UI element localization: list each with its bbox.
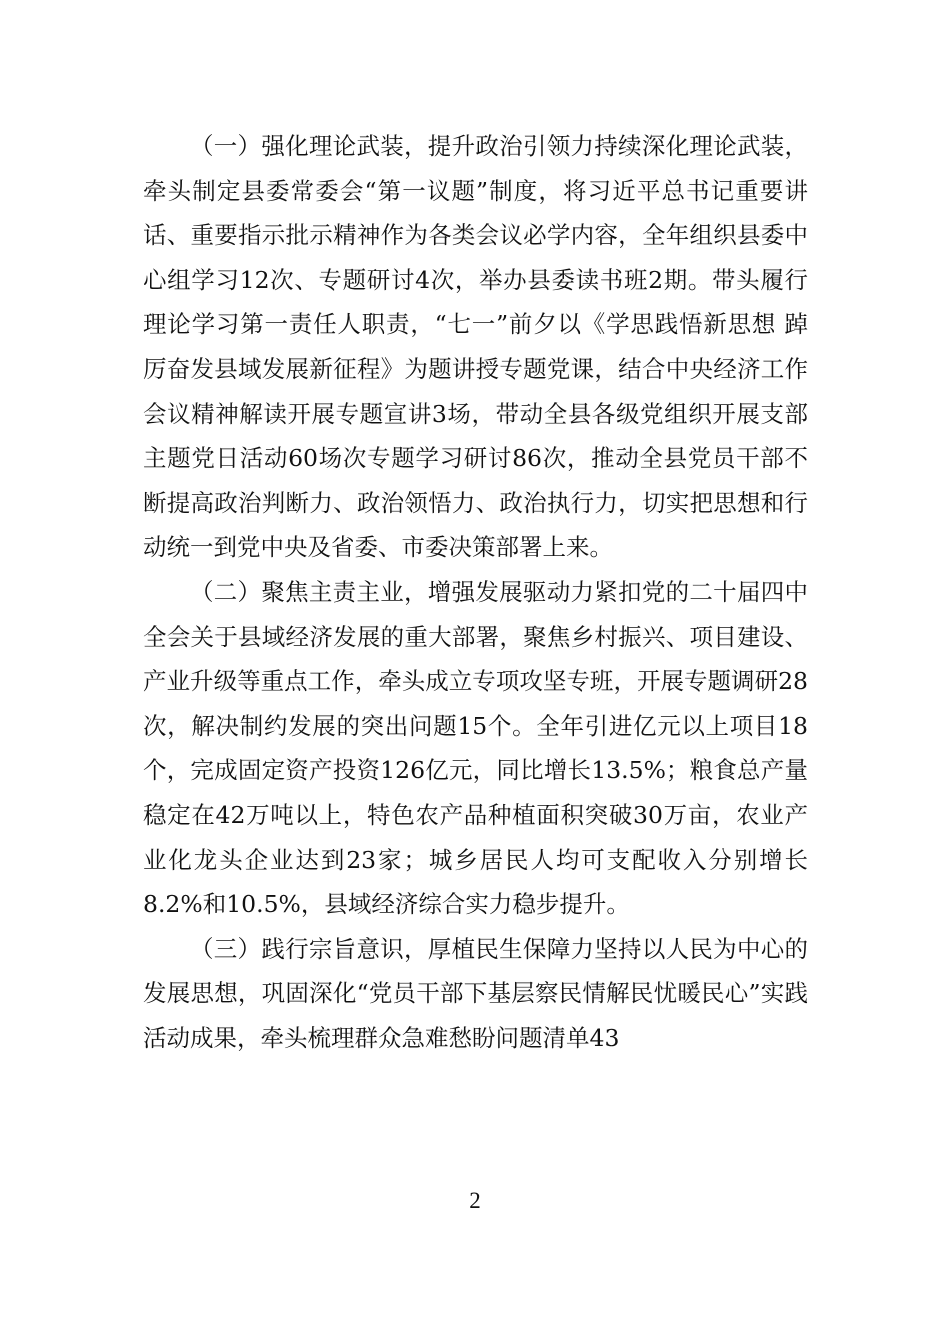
paragraph-1 xyxy=(143,124,808,570)
paragraph-1-text: 持续深化理论武装，牵头制定县委常委会“第一议题”制度，将习近平总书记重要讲话、重要指示批示精神作为各类会议必学内容，全年组织县委中心组学习12次、专题研讨4次，举办县委读书班2期。带头履行理论学习第一责任人职责，“七一”前夕以《学思践悟新思想 踔厉奋发县域发展新征程》为题讲授专题党课，结合中央经济工作会议精神解读开展专题宣讲3场，带动全县各级党组织开展支部主题党日活动60场次专题学习研讨86次，推动全县党员干部不断提高政治判断力、政治领悟力、政治执行力，切实把思想和行动统一到党中央及省委、市委决策部署上来。 xyxy=(143,132,809,562)
paragraph-2-text: 紧扣党的二十届四中全会关于县域经济发展的重大部署，聚焦乡村振兴、项目建设、产业升级等重点工作，牵头成立专项攻坚专班，开展专题调研28次，解决制约发展的突出问题15个。全年引进亿元以上项目18个，完成固定资产投资126亿元，同比增长13.5%；粮食总产量稳定在42万吨以上，特色农产品种植面积突破30万亩，农业产业化龙头企业达到23家；城乡居民人均可支配收入分别增长8.2%和10.5%，县域经济综合实力稳步提升。 xyxy=(143,577,809,919)
paragraph-1-heading: （一）强化理论武装，提升政治引领力 xyxy=(190,132,595,160)
paragraph-3 xyxy=(143,927,808,1061)
paragraph-3-text: 坚持以人民为中心的发展思想，巩固深化“党员干部下基层察民情解民忧暖民心”实践活动成果，牵头梳理群众急难愁盼问题清单43 xyxy=(143,934,809,1052)
page-number: 2 xyxy=(469,1188,481,1213)
paragraph-3-heading: （三）践行宗旨意识，厚植民生保障力 xyxy=(190,934,595,963)
paragraph-2-heading: （二）聚焦主责主业，增强发展驱动力 xyxy=(190,577,595,606)
paragraph-2 xyxy=(143,570,808,927)
document-body xyxy=(143,124,808,1060)
